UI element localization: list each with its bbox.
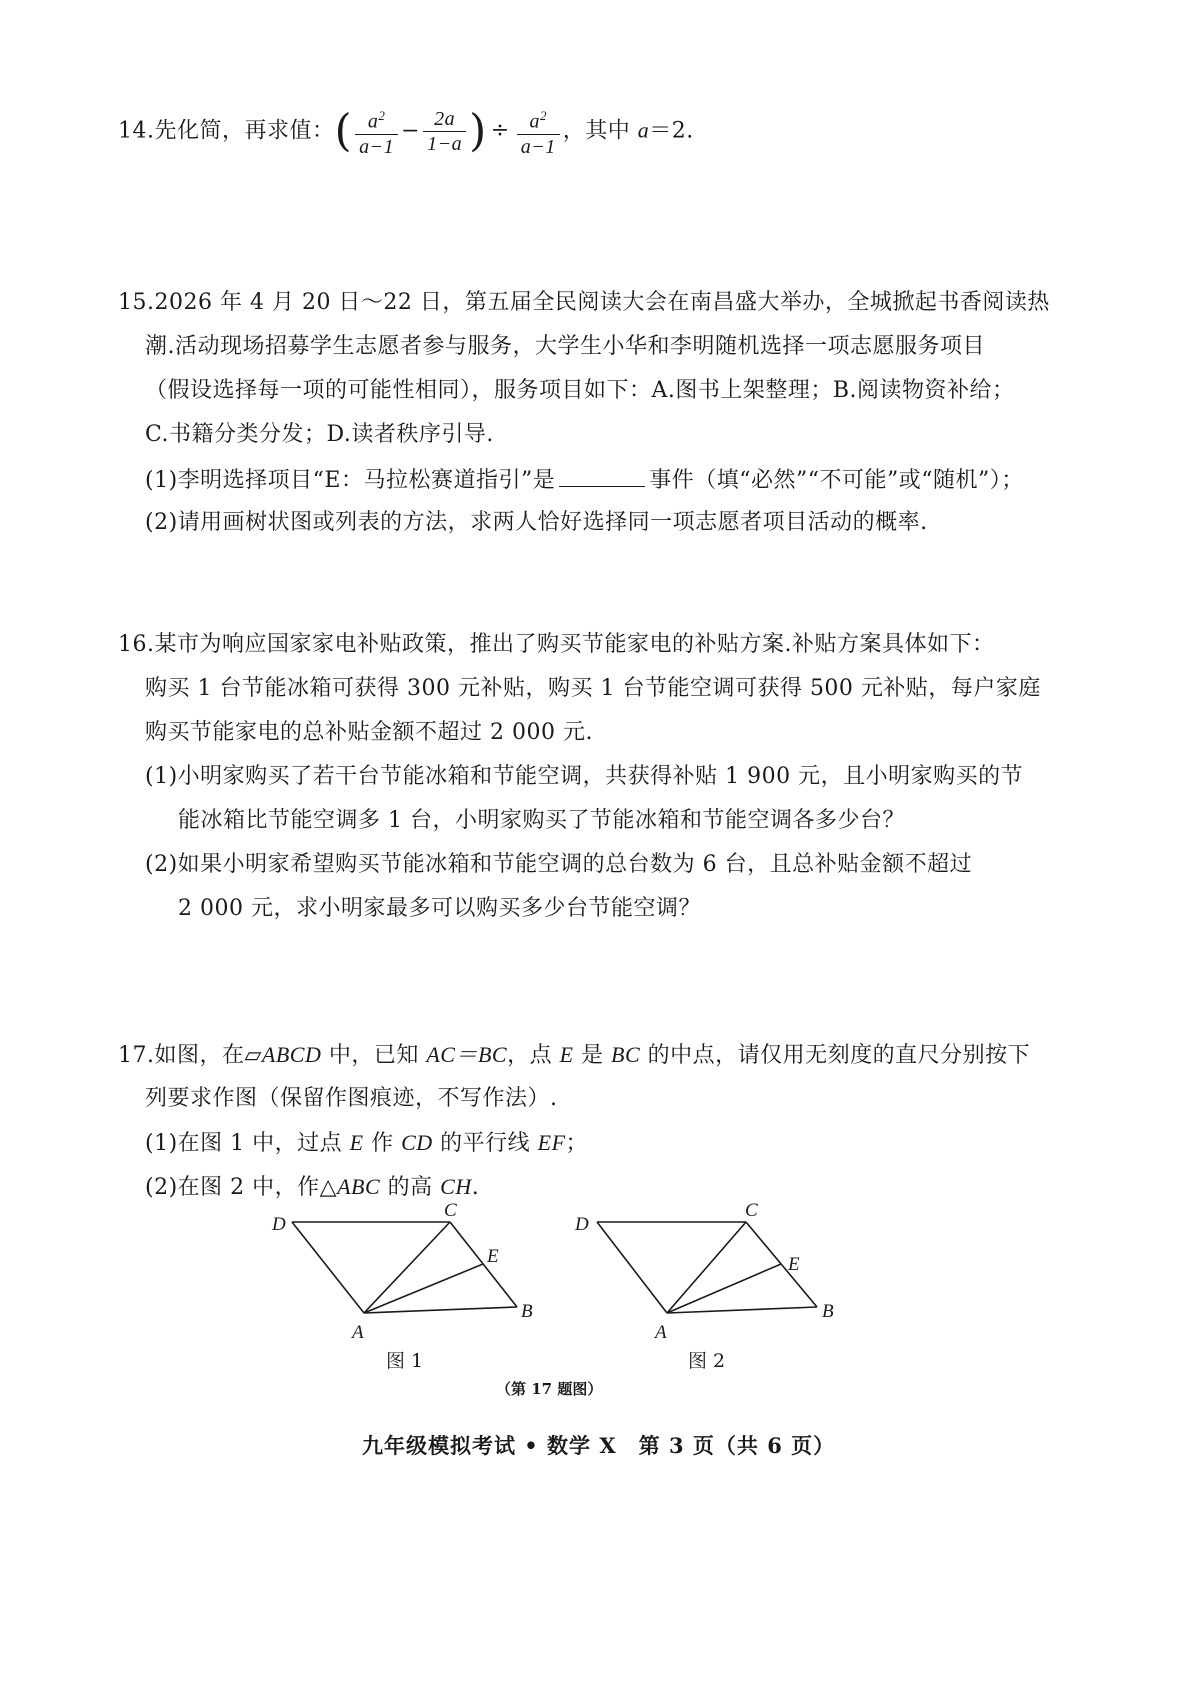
q15-line-1: 15.2026 年 4 月 20 日～22 日，第五届全民阅读大会在南昌盛大举办，全城掀起书香阅读热 — [118, 290, 1050, 315]
q15-part-1-text-2: 事件（填“必然”“不可能”或“随机”）； — [649, 468, 1024, 493]
fig1-segment-ab — [364, 1307, 517, 1313]
q14-prefix: 14.先化简，再求值： — [118, 118, 335, 144]
fig2-label-e: E — [788, 1254, 800, 1275]
q15-line-4: C.书籍分类分发；D.读者秩序引导. — [145, 422, 494, 447]
q17-p2-text-c: . — [471, 1175, 480, 1200]
fig2-segment-da — [597, 1222, 667, 1313]
q15-part-1-text: (1)李明选择项目“E：马拉松赛道指引”是 — [145, 468, 556, 493]
q14-frac2-den: 1−a — [427, 132, 463, 155]
q17-p2-triangle: ABC — [337, 1174, 381, 1199]
fig2-segment-ae — [667, 1264, 781, 1313]
q17-p1-text-b: 作 — [363, 1131, 402, 1156]
q17-text-a: 17.如图，在 — [118, 1043, 245, 1068]
q14-fraction-2 — [423, 107, 466, 156]
fig2-label-a: A — [655, 1322, 667, 1343]
q17-p1-segment-ef: EF — [537, 1130, 566, 1155]
q16-part-2-line-2: 2 000 元，求小明家最多可以购买多少台节能空调？ — [178, 896, 701, 921]
fig2-label-c: C — [745, 1200, 758, 1221]
q17-equation: AC＝BC — [426, 1042, 508, 1067]
q15-line-3: （假设选择每一项的可能性相同），服务项目如下：A.图书上架整理；B.阅读物资补给； — [145, 378, 1015, 403]
figure-1 — [260, 1200, 560, 1350]
q16-line-2: 购买 1 台节能冰箱可获得 300 元补贴，购买 1 台节能空调可获得 500 元补贴，每户家庭 — [145, 676, 1041, 701]
q16-line-1: 16.某市为响应国家家电补贴政策，推出了购买节能家电的补贴方案.补贴方案具体如下： — [118, 632, 995, 657]
answer-blank — [559, 464, 645, 487]
fig1-segment-cb — [450, 1222, 517, 1307]
q17-p1-text-a: (1)在图 1 中，过点 — [145, 1131, 350, 1156]
fig1-segment-da — [292, 1222, 364, 1313]
q14-frac3-sup: 2 — [539, 108, 547, 123]
q15-line-2: 潮.活动现场招募学生志愿者参与服务，大学生小华和李明随机选择一项志愿服务项目 — [145, 334, 985, 359]
fig2-segment-ab — [667, 1307, 817, 1313]
q17-text-d: 是 — [573, 1043, 612, 1068]
q14-frac1-sup: 2 — [378, 108, 386, 123]
q17-p1-segment-cd: CD — [401, 1130, 433, 1155]
left-paren: ( — [334, 105, 353, 157]
q16-line-3: 购买节能家电的总补贴金额不超过 2 000 元. — [145, 720, 593, 745]
fig1-segment-ac — [364, 1222, 450, 1313]
q17-p2-text-a: (2)在图 2 中，作△ — [145, 1175, 338, 1200]
q17-p1-text-c: 的平行线 — [432, 1131, 538, 1156]
q17-part-1 — [145, 1128, 588, 1159]
fig1-label-d: D — [272, 1214, 286, 1235]
q14-fraction-3 — [517, 104, 560, 159]
q14-divide: ÷ — [490, 118, 510, 144]
q14-frac1-num: a — [367, 110, 379, 133]
q17-line-1 — [118, 1040, 1030, 1071]
q17-text-f: 的中点，请仅用无刻度的直尺分别按下 — [640, 1043, 1031, 1068]
fig1-label-e: E — [487, 1246, 499, 1267]
fig1-label-c: C — [444, 1200, 457, 1221]
q17-part-2 — [145, 1172, 479, 1203]
fig2-label-d: D — [575, 1214, 589, 1235]
fig1-label-b: B — [521, 1301, 533, 1322]
q14-fraction-1 — [355, 104, 398, 159]
q14-var: a — [637, 117, 650, 143]
figure-caption: （第 17 题图） — [496, 1380, 603, 1398]
q14-suffix: ，其中 — [562, 118, 638, 144]
q14-frac2-num: 2a — [423, 107, 466, 132]
q15-part-1 — [145, 464, 1024, 496]
q17-p2-height: CH — [440, 1174, 472, 1199]
q14-frac3-den: a−1 — [520, 135, 556, 158]
right-paren: ) — [469, 105, 487, 157]
q17-point-e: E — [559, 1042, 574, 1067]
q17-parallelogram: ▱ABCD — [244, 1042, 322, 1067]
q17-line-2: 列要求作图（保留作图痕迹，不写作法）. — [145, 1086, 558, 1111]
q14-frac3-num: a — [529, 110, 540, 133]
fig2-label-b: B — [822, 1301, 834, 1322]
fig2-segment-cb — [746, 1222, 817, 1307]
page-footer: 九年级模拟考试 • 数学 X 第 3 页（共 6 页） — [362, 1433, 836, 1458]
q16-part-2-line-1: (2)如果小明家希望购买节能冰箱和节能空调的总台数为 6 台，且总补贴金额不超过 — [145, 852, 973, 877]
q16-part-1-line-2: 能冰箱比节能空调多 1 台，小明家购买了节能冰箱和节能空调各多少台？ — [178, 808, 905, 833]
q17-text-b: 中，已知 — [321, 1043, 427, 1068]
q14-minus: − — [401, 118, 421, 144]
fig2-caption: 图 2 — [688, 1350, 726, 1372]
fig1-label-a: A — [352, 1322, 364, 1343]
q17-p2-text-b: 的高 — [380, 1175, 441, 1200]
q16-part-1-line-1: (1)小明家购买了若干台节能冰箱和节能空调，共获得补贴 1 900 元，且小明家购买的节 — [145, 764, 1024, 789]
q15-part-2: (2)请用画树状图或列表的方法，求两人恰好选择同一项志愿者项目活动的概率. — [145, 510, 928, 535]
q17-p1-point-e: E — [349, 1130, 364, 1155]
fig2-segment-ac — [667, 1222, 746, 1313]
q17-segment-bc: BC — [611, 1042, 641, 1067]
fig1-caption: 图 1 — [386, 1350, 424, 1372]
q17-p1-text-d: ； — [565, 1131, 589, 1156]
q17-text-c: ，点 — [507, 1043, 560, 1068]
q14-frac1-den: a−1 — [359, 135, 395, 158]
q14-line — [118, 104, 694, 159]
figure-2 — [565, 1200, 865, 1350]
fig1-segment-ae — [364, 1264, 483, 1313]
q14-value: ＝2. — [649, 118, 694, 144]
